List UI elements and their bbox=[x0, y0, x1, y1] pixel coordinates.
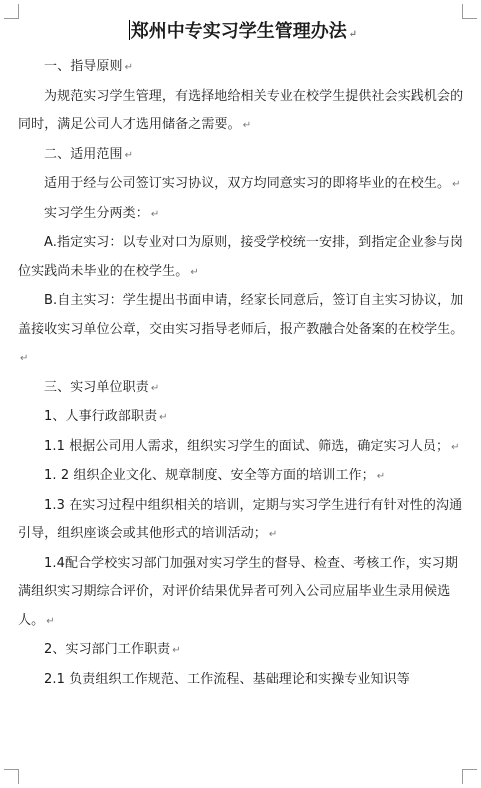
text-cursor bbox=[129, 20, 130, 40]
paragraph-mark: ↵ bbox=[172, 645, 181, 656]
subheading: 2、实习部门工作职责 ↵ bbox=[44, 642, 181, 657]
paragraph: 适用于经与公司签订实习协议，双方均同意实习的即将毕业的在校生。 ↵ bbox=[44, 176, 461, 191]
crop-mark-bottom-right bbox=[462, 769, 477, 784]
crop-mark-top-left bbox=[4, 4, 19, 19]
paragraph: 1. 2 组织企业文化、规章制度、安全等方面的培训工作； ↵ bbox=[44, 468, 386, 483]
document-title-text: 郑州中专实习学生管理办法 bbox=[130, 21, 347, 42]
paragraph-mark: ↵ bbox=[242, 120, 252, 131]
paragraph: B.自主实习：学生提出书面申请，经家长同意后，签订自主实习协议，加盖接收实习单位公章，交由实习指导老师后，报产教融合处备案的在校学生。↵ bbox=[18, 293, 464, 364]
crop-mark-bottom-left bbox=[4, 769, 19, 784]
paragraph-mark: ↵ bbox=[124, 149, 134, 161]
crop-mark-top-right bbox=[462, 4, 477, 19]
paragraph-mark: ↵ bbox=[159, 412, 168, 423]
paragraph-mark: ↵ bbox=[452, 179, 461, 190]
paragraph-mark: ↵ bbox=[150, 208, 160, 220]
document-title[interactable] bbox=[18, 18, 468, 49]
paragraph-mark: ↵ bbox=[348, 29, 358, 40]
paragraph: 1.4配合学校实习部门加强对实习学生的督导、检查、考核工作，实习期满组织实习期综合评价，对评价结果优异者可列入公司应届毕业生录用候选人。 ↵ bbox=[18, 555, 458, 628]
paragraph: 实习学生分两类： ↵ bbox=[44, 205, 160, 221]
paragraph-mark: ↵ bbox=[451, 441, 460, 453]
paragraph-mark: ↵ bbox=[376, 471, 386, 482]
section-heading-scope: 二、适用范围 ↵ bbox=[44, 146, 134, 162]
paragraph: 1.3 在实习过程中组织相关的培训，定期与实习学生进行有针对性的沟通引导，组织座谈会或其他形式的培训活动； ↵ bbox=[18, 497, 463, 541]
paragraph-mark: ↵ bbox=[150, 382, 160, 394]
paragraph: 2.1 负责组织工作规范、工作流程、基础理论和实操专业知识等 bbox=[44, 671, 410, 687]
section-heading-unit-duties: 三、实习单位职责 ↵ bbox=[44, 379, 160, 395]
paragraph-mark: ↵ bbox=[124, 62, 134, 73]
paragraph-mark: ↵ bbox=[268, 529, 278, 540]
paragraph-mark: ↵ bbox=[46, 615, 55, 627]
paragraph: 1.1 根据公司用人需求，组织实习学生的面试、筛选，确定实习人员； ↵ bbox=[44, 438, 460, 454]
document-body[interactable] bbox=[18, 18, 468, 694]
subheading: 1、人事行政部职责 ↵ bbox=[44, 409, 168, 424]
paragraph: A.指定实习：以专业对口为原则，接受学校统一安排，到指定企业参与岗位实践尚未毕业的在校学生。 ↵ bbox=[18, 235, 464, 279]
paragraph-mark: ↵ bbox=[190, 266, 199, 278]
paragraph-mark: ↵ bbox=[20, 353, 29, 364]
paragraph: 为规范实习学生管理，有选择地给相关专业在校学生提供社会实践机会的同时，满足公司人才选用储备之需要。 ↵ bbox=[18, 88, 464, 132]
section-heading-guiding-principles: 一、指导原则 ↵ bbox=[44, 59, 134, 74]
